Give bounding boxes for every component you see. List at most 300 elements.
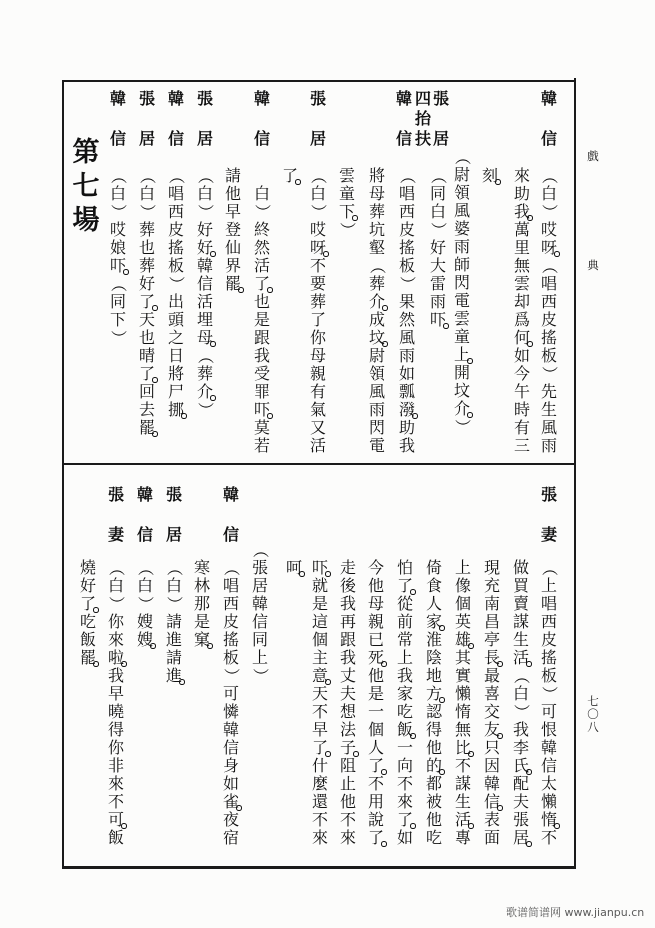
glyph: 白 (109, 184, 126, 203)
glyph: 韓 (540, 89, 557, 108)
glyph: 居 (165, 525, 182, 544)
glyph: 已 (367, 630, 384, 649)
glyph: 扶 (414, 129, 431, 148)
glyph: 罷 (224, 274, 241, 293)
glyph: （ (138, 167, 157, 184)
glyph: （ (167, 167, 186, 184)
glyph: 賣 (512, 594, 529, 613)
glyph: 界 (224, 256, 241, 275)
glyph: 宿 (222, 828, 239, 847)
glyph: 氏 (512, 756, 529, 775)
glyph: 張 (512, 810, 529, 829)
glyph: 唱 (167, 184, 184, 203)
glyph: 莫 (253, 418, 270, 437)
glyph: 白 (309, 184, 326, 203)
speaker-name (136, 90, 158, 148)
dialogue-line (365, 559, 387, 847)
glyph: 了 (311, 738, 328, 757)
dialogue-line (134, 559, 156, 649)
glyph: 面 (483, 828, 500, 847)
glyph: （ (109, 167, 128, 184)
glyph: ） (429, 221, 448, 238)
glyph: 風 (540, 418, 557, 437)
glyph: ） (167, 275, 186, 292)
glyph: 了 (367, 828, 384, 847)
glyph: 西 (398, 202, 415, 221)
speaker-name (251, 90, 273, 148)
glyph: 場 (72, 205, 100, 236)
glyph: 人 (367, 738, 384, 757)
glyph: 尸 (167, 382, 184, 401)
glyph: 窠 (193, 630, 210, 649)
page-border-top (62, 80, 576, 82)
glyph: ） (309, 203, 328, 220)
glyph: 大 (429, 256, 446, 275)
glyph: （ (251, 541, 270, 558)
glyph: 抬 (414, 109, 431, 128)
glyph: 再 (339, 612, 356, 631)
glyph: 閃 (453, 273, 470, 292)
glyph: 雄 (454, 630, 471, 649)
glyph: 居 (309, 129, 326, 148)
glyph: 閃 (368, 418, 385, 437)
glyph: 飯 (79, 630, 96, 649)
glyph: 韓 (251, 594, 268, 613)
glyph: 了 (138, 364, 155, 383)
dialogue-line (105, 559, 127, 847)
glyph: 上 (251, 648, 268, 667)
glyph: 雨 (398, 346, 415, 365)
glyph: 無 (454, 720, 471, 739)
glyph: 終 (253, 220, 270, 239)
dialogue-line (538, 167, 560, 455)
dialogue-line (165, 167, 187, 419)
glyph: 的 (425, 756, 442, 775)
glyph: 〇 (587, 707, 599, 721)
glyph: 跟 (253, 328, 270, 347)
glyph: ） (165, 595, 184, 612)
glyph: 母 (309, 346, 326, 365)
glyph: 信 (222, 738, 239, 757)
glyph: ） (540, 685, 559, 702)
glyph: 搖 (540, 328, 557, 347)
glyph: 雲 (513, 274, 530, 293)
glyph: ） (540, 365, 559, 382)
glyph: 時 (513, 400, 530, 419)
page-number (585, 695, 601, 734)
glyph: 生 (454, 792, 471, 811)
glyph: 戲 (587, 149, 599, 163)
page-border-left (62, 80, 64, 869)
glyph: （ (222, 559, 241, 576)
glyph: 出 (167, 292, 184, 311)
glyph: 韓 (136, 485, 153, 504)
glyph: 吓 (429, 310, 446, 329)
glyph: 成 (368, 310, 385, 329)
glyph: 如 (513, 346, 530, 365)
glyph: ） (107, 595, 126, 612)
glyph: ） (138, 203, 157, 220)
glyph: 信 (167, 129, 184, 148)
speaker-name (163, 486, 185, 544)
glyph: 上 (396, 648, 413, 667)
glyph: 何 (513, 328, 530, 347)
glyph: 爲 (513, 310, 530, 329)
glyph: 我 (512, 720, 529, 739)
glyph: 天 (311, 684, 328, 703)
glyph: 來 (107, 774, 124, 793)
glyph: 他 (425, 738, 442, 757)
glyph: 張 (540, 485, 557, 504)
glyph: 上 (453, 345, 470, 364)
glyph: 妻 (540, 525, 557, 544)
glyph: 搖 (540, 648, 557, 667)
stage-direction (249, 541, 271, 685)
glyph: 有 (309, 382, 326, 401)
glyph: 懶 (540, 792, 557, 811)
glyph: 介 (196, 382, 213, 401)
glyph: 活 (196, 292, 213, 311)
glyph: 皮 (222, 612, 239, 631)
glyph: 電 (453, 291, 470, 310)
glyph: 韓 (196, 256, 213, 275)
glyph: 無 (513, 256, 530, 275)
glyph: 用 (367, 792, 384, 811)
glyph: 買 (512, 576, 529, 595)
glyph: 天 (138, 310, 155, 329)
glyph: （ (512, 667, 531, 684)
glyph: 吓 (311, 558, 328, 577)
glyph: 好 (196, 220, 213, 239)
glyph: 表 (483, 810, 500, 829)
glyph: 生 (512, 630, 529, 649)
glyph: 亭 (483, 630, 500, 649)
glyph: 今 (367, 558, 384, 577)
glyph: 雷 (429, 274, 446, 293)
glyph: 夫 (512, 792, 529, 811)
glyph: 張 (165, 485, 182, 504)
dialogue-line (191, 559, 213, 649)
glyph: 韓 (395, 89, 412, 108)
glyph: 請 (224, 166, 241, 185)
glyph: （ (309, 167, 328, 184)
glyph: 童 (338, 184, 355, 203)
glyph: 他 (425, 810, 442, 829)
glyph: 好 (79, 576, 96, 595)
glyph: 哎 (540, 220, 557, 239)
glyph: 走 (339, 558, 356, 577)
glyph: 三 (513, 436, 530, 455)
glyph: 食 (425, 576, 442, 595)
glyph: 白 (540, 184, 557, 203)
glyph: 然 (253, 238, 270, 257)
glyph: 吓 (253, 400, 270, 419)
glyph: 搖 (222, 630, 239, 649)
glyph: 如 (396, 828, 413, 847)
glyph: 惰 (454, 702, 471, 721)
glyph: 陰 (425, 648, 442, 667)
glyph: 受 (253, 364, 270, 383)
dialogue-line (220, 559, 242, 847)
glyph: 太 (540, 774, 557, 793)
glyph: 淮 (425, 630, 442, 649)
glyph: 配 (512, 774, 529, 793)
glyph: 張 (138, 89, 155, 108)
glyph: 信 (109, 129, 126, 148)
glyph: 白 (512, 684, 529, 703)
glyph: 葬 (196, 364, 213, 383)
glyph: ） (540, 203, 559, 220)
glyph: 午 (513, 382, 530, 401)
glyph: 將 (368, 166, 385, 185)
speaker-name (412, 90, 434, 148)
glyph: 想 (339, 702, 356, 721)
glyph: 唱 (540, 594, 557, 613)
dialogue-line (396, 167, 418, 455)
glyph: 我 (339, 594, 356, 613)
glyph: 領 (368, 364, 385, 383)
glyph: 吃 (396, 702, 413, 721)
glyph: 白 (138, 184, 155, 203)
glyph: 母 (368, 184, 385, 203)
glyph: 來 (396, 792, 413, 811)
glyph: 電 (368, 436, 385, 455)
glyph: 不 (454, 756, 471, 775)
glyph: 雨 (540, 436, 557, 455)
glyph: 像 (454, 576, 471, 595)
glyph: 風 (453, 201, 470, 220)
speaker-name (307, 90, 329, 148)
glyph: 西 (540, 612, 557, 631)
glyph: 登 (224, 220, 241, 239)
glyph: 他 (367, 576, 384, 595)
glyph: 了 (79, 594, 96, 613)
glyph: 飯 (107, 828, 124, 847)
glyph: 不 (339, 810, 356, 829)
glyph: 南 (483, 594, 500, 613)
glyph: 止 (339, 774, 356, 793)
glyph: 張 (309, 89, 326, 108)
glyph: 現 (483, 558, 500, 577)
speaker-name (220, 486, 242, 544)
glyph: 個 (454, 594, 471, 613)
glyph: 先 (540, 382, 557, 401)
dialogue-line (481, 559, 503, 847)
glyph: 婆 (453, 219, 470, 238)
glyph: 七 (587, 694, 599, 708)
glyph: （ (540, 167, 559, 184)
glyph: 然 (398, 310, 415, 329)
glyph: 是 (253, 310, 270, 329)
glyph: 可 (107, 810, 124, 829)
glyph: 介 (368, 292, 385, 311)
glyph: 死 (367, 648, 384, 667)
glyph: 呀 (309, 238, 326, 257)
glyph: 謀 (512, 612, 529, 631)
glyph: 張 (432, 89, 449, 108)
glyph: 好 (196, 238, 213, 257)
glyph: 信 (196, 274, 213, 293)
glyph: 你 (107, 612, 124, 631)
glyph: （ (540, 559, 559, 576)
glyph: 請 (165, 648, 182, 667)
glyph: 來 (107, 630, 124, 649)
glyph: 麼 (311, 774, 328, 793)
speaker-name (105, 486, 127, 544)
glyph: 之 (167, 328, 184, 347)
glyph: 葬 (309, 292, 326, 311)
glyph: 仙 (224, 238, 241, 257)
glyph: 個 (311, 630, 328, 649)
glyph: 開 (453, 363, 470, 382)
glyph: 不 (311, 810, 328, 829)
glyph: 坑 (368, 220, 385, 239)
glyph: 人 (425, 594, 442, 613)
glyph: 今 (513, 364, 530, 383)
glyph: 得 (425, 720, 442, 739)
glyph: 信 (136, 525, 153, 544)
glyph: 好 (138, 274, 155, 293)
glyph: 張 (107, 485, 124, 504)
glyph: 呵 (285, 558, 302, 577)
glyph: 又 (309, 418, 326, 437)
glyph: 萬 (513, 220, 530, 239)
page-border-right (574, 78, 576, 869)
glyph: 有 (513, 418, 530, 437)
glyph: 皮 (167, 220, 184, 239)
glyph: 後 (339, 576, 356, 595)
speaker-name (538, 486, 560, 544)
glyph: 韓 (222, 720, 239, 739)
glyph: 進 (165, 630, 182, 649)
glyph: 雨 (368, 400, 385, 419)
glyph: 進 (165, 666, 182, 685)
glyph: 被 (425, 792, 442, 811)
glyph: 埋 (196, 310, 213, 329)
glyph: 母 (367, 594, 384, 613)
glyph: 夫 (339, 684, 356, 703)
glyph: 葬 (138, 220, 155, 239)
glyph: ） (251, 667, 270, 684)
glyph: 信 (253, 129, 270, 148)
glyph: （ (368, 257, 387, 274)
glyph: 英 (454, 612, 471, 631)
glyph: 那 (193, 594, 210, 613)
glyph: （ (109, 275, 128, 292)
glyph: 不 (396, 774, 413, 793)
glyph: 不 (309, 256, 326, 275)
glyph: 你 (309, 328, 326, 347)
glyph: 了 (309, 310, 326, 329)
glyph: 去 (138, 400, 155, 419)
glyph: 信 (540, 129, 557, 148)
section-divider (62, 463, 576, 465)
glyph: 韓 (540, 738, 557, 757)
glyph: 因 (483, 756, 500, 775)
glyph: 搖 (167, 238, 184, 257)
glyph: 唱 (222, 576, 239, 595)
glyph: 板 (540, 666, 557, 685)
glyph: 說 (367, 810, 384, 829)
glyph: 常 (396, 630, 413, 649)
speaker-name (194, 90, 216, 148)
glyph: 信 (540, 756, 557, 775)
glyph: 回 (138, 382, 155, 401)
glyph: （ (453, 148, 472, 165)
glyph: ） (109, 329, 128, 346)
glyph: 風 (398, 328, 415, 347)
speaker-name (165, 90, 187, 148)
glyph: 嫂 (136, 612, 153, 631)
glyph: 娘 (109, 238, 126, 257)
speaker-name (107, 90, 129, 148)
glyph: 阻 (339, 756, 356, 775)
glyph: 什 (311, 756, 328, 775)
glyph: 認 (425, 702, 442, 721)
glyph: 韓 (109, 89, 126, 108)
dialogue-line (251, 185, 273, 455)
glyph: 充 (483, 576, 500, 595)
glyph: 白 (196, 184, 213, 203)
glyph: 還 (311, 792, 328, 811)
glyph: 刻 (481, 166, 498, 185)
glyph: 我 (396, 666, 413, 685)
glyph: 交 (483, 702, 500, 721)
glyph: 皮 (398, 220, 415, 239)
glyph: 了 (396, 810, 413, 829)
glyph: 吃 (425, 828, 442, 847)
glyph: ） (398, 275, 417, 292)
glyph: 板 (222, 648, 239, 667)
glyph: 居 (138, 129, 155, 148)
glyph: 方 (425, 684, 442, 703)
glyph: 是 (193, 612, 210, 631)
glyph: 日 (167, 346, 184, 365)
dialogue-line (538, 559, 560, 847)
dialogue-line (337, 559, 359, 847)
glyph: 助 (513, 184, 530, 203)
glyph: 雀 (222, 792, 239, 811)
glyph: 憐 (222, 702, 239, 721)
glyph: 只 (483, 738, 500, 757)
glyph: 早 (107, 684, 124, 703)
glyph: 是 (367, 684, 384, 703)
glyph: 來 (339, 828, 356, 847)
glyph: 其 (454, 648, 471, 667)
glyph: 白 (165, 576, 182, 595)
glyph: 專 (454, 828, 471, 847)
glyph: 韓 (253, 89, 270, 108)
glyph: 果 (398, 292, 415, 311)
glyph: 晴 (138, 346, 155, 365)
glyph: 同 (429, 184, 446, 203)
glyph: 身 (222, 756, 239, 775)
glyph: （ (136, 559, 155, 576)
glyph: 坟 (368, 328, 385, 347)
glyph: 從 (396, 594, 413, 613)
glyph: 同 (109, 292, 126, 311)
glyph: 師 (453, 255, 470, 274)
glyph: 跟 (339, 630, 356, 649)
glyph: 活 (253, 256, 270, 275)
glyph: 典 (587, 258, 599, 272)
glyph: 活 (454, 810, 471, 829)
glyph: 不 (311, 702, 328, 721)
glyph: 不 (540, 828, 557, 847)
glyph: 居 (512, 828, 529, 847)
running-title (585, 150, 601, 272)
glyph: 張 (196, 89, 213, 108)
